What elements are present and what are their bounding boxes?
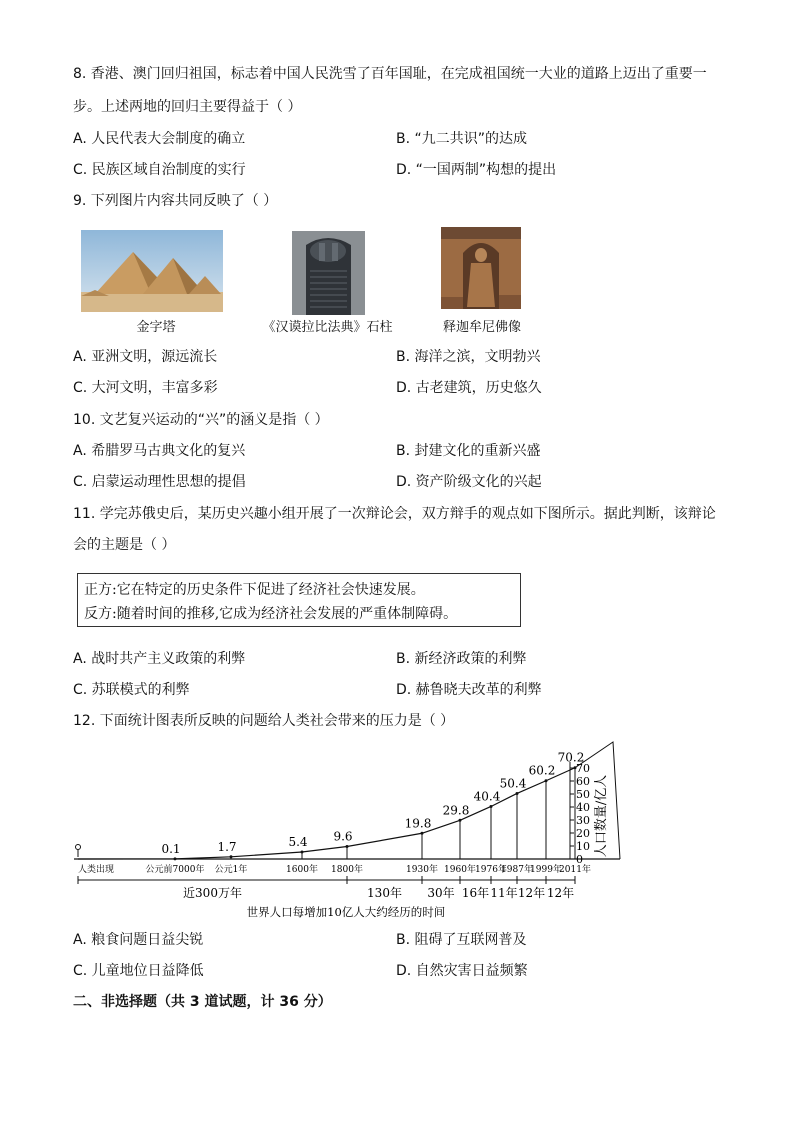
q8-option-b: B. “九二共识”的达成 — [396, 131, 528, 147]
population-chart — [70, 738, 630, 923]
interval-label: 130年 — [367, 886, 402, 900]
pyramid-image — [81, 230, 223, 312]
debate-pro-statement: 正方:它在特定的历史条件下促进了经济社会快速发展。 — [84, 582, 425, 598]
interval-label: 12年 — [546, 886, 575, 900]
q12-option-d: D. 自然灾害日益频繁 — [396, 963, 528, 979]
data-point — [459, 819, 462, 822]
chart-caption: 世界人口每增加10亿人大约经历的时间 — [246, 905, 446, 919]
x-tick-label: 公元1年 — [214, 865, 248, 875]
caption-pyramid: 金字塔 — [136, 320, 176, 335]
q9-option-c: C. 大河文明，丰富多彩 — [73, 380, 218, 396]
q8-stem-line1: 8. 香港、澳门回归祖国，标志着中国人民洗雪了百年国耻，在完成祖国统一大业的道路上迈出了重要一 — [73, 66, 707, 82]
x-tick-label: 人类出现 — [78, 865, 115, 875]
data-point — [490, 805, 493, 808]
y-tick-label: 30 — [576, 814, 590, 827]
data-point — [421, 832, 424, 835]
hammurabi-stele-image — [292, 231, 365, 315]
q9-option-d: D. 古老建筑，历史悠久 — [396, 380, 542, 396]
debate-con-statement: 反方:随着时间的推移,它成为经济社会发展的严重体制障碍。 — [84, 606, 458, 622]
data-point — [301, 850, 304, 853]
q12-option-c: C. 儿童地位日益降低 — [73, 963, 204, 979]
buddha-statue-image — [441, 227, 521, 309]
x-tick-label: 1987年 — [501, 865, 533, 875]
value-label: 50.4 — [499, 776, 527, 791]
interval-label: 12年 — [517, 886, 546, 900]
value-label: 70.2 — [557, 750, 585, 765]
x-tick-label: 1999年 — [530, 865, 562, 875]
data-point — [230, 855, 233, 858]
interval-label: 30年 — [427, 886, 455, 900]
value-label: 60.2 — [528, 763, 556, 778]
x-tick-label: 1800年 — [331, 865, 363, 875]
debate-quote-box — [77, 573, 521, 627]
y-tick-label: 40 — [576, 801, 590, 814]
q8-option-d: D. “一国两制”构想的提出 — [396, 162, 557, 178]
q11-stem-line1: 11. 学完苏俄史后，某历史兴趣小组开展了一次辩论会，双方辩手的观点如下图所示。据此判断，该辩论 — [73, 506, 716, 522]
q10-stem: 10. 文艺复兴运动的“兴”的涵义是指（ ） — [73, 412, 329, 428]
q12-option-b: B. 阻碍了互联网普及 — [396, 932, 527, 948]
person-icon — [76, 845, 81, 850]
q10-option-a: A. 希腊罗马古典文化的复兴 — [73, 443, 246, 459]
q11-option-a: A. 战时共产主义政策的利弊 — [73, 651, 246, 667]
caption-hammurabi: 《汉谟拉比法典》石柱 — [262, 320, 393, 335]
q11-option-d: D. 赫鲁晓夫改革的利弊 — [396, 682, 542, 698]
q9-stem: 9. 下列图片内容共同反映了（ ） — [73, 193, 278, 209]
section-2-title: 二、非选择题（共 3 道试题，计 36 分） — [73, 994, 332, 1010]
y-tick-label: 10 — [576, 840, 590, 853]
y-tick-label: 0 — [576, 853, 583, 866]
caption-buddha: 释迦牟尼佛像 — [442, 320, 521, 335]
interval-label: 16年 — [461, 886, 490, 900]
data-point — [516, 792, 519, 795]
x-tick-label: 公元前7000年 — [145, 865, 205, 875]
data-point — [545, 779, 548, 782]
value-label: 1.7 — [217, 839, 237, 854]
interval-label: 11年 — [490, 886, 518, 900]
y-axis-label: 人口数量/亿人 — [594, 774, 609, 858]
q11-option-c: C. 苏联模式的利弊 — [73, 682, 190, 698]
value-label: 9.6 — [333, 829, 353, 844]
x-tick-label: 1960年 — [444, 865, 476, 875]
value-label: 19.8 — [404, 816, 432, 831]
q9-option-b: B. 海洋之滨，文明勃兴 — [396, 349, 541, 365]
y-tick-label: 20 — [576, 827, 590, 840]
q12-option-a: A. 粮食问题日益尖锐 — [73, 932, 204, 948]
q12-stem: 12. 下面统计图表所反映的问题给人类社会带来的压力是（ ） — [73, 713, 455, 729]
q8-option-a: A. 人民代表大会制度的确立 — [73, 131, 246, 147]
value-label: 5.4 — [288, 834, 308, 849]
q10-option-b: B. 封建文化的重新兴盛 — [396, 443, 541, 459]
q11-stem-line2: 会的主题是（ ） — [73, 537, 176, 553]
value-label: 0.1 — [161, 841, 181, 856]
q8-stem-line2: 步。上述两地的回归主要得益于（ ） — [73, 99, 302, 115]
q8-option-c: C. 民族区域自治制度的实行 — [73, 162, 246, 178]
y-tick-label: 50 — [576, 788, 590, 801]
y-tick-label: 70 — [576, 762, 590, 775]
q11-option-b: B. 新经济政策的利弊 — [396, 651, 527, 667]
value-label: 29.8 — [442, 803, 470, 818]
q9-option-a: A. 亚洲文明，源远流长 — [73, 349, 218, 365]
x-tick-label: 1976年 — [475, 865, 507, 875]
q10-option-d: D. 资产阶级文化的兴起 — [396, 474, 542, 490]
value-label: 40.4 — [473, 789, 501, 804]
data-point — [346, 845, 349, 848]
x-tick-label: 1930年 — [406, 865, 438, 875]
data-point — [174, 857, 177, 860]
x-tick-label: 1600年 — [286, 865, 318, 875]
x-tick-label: 2011年 — [559, 865, 591, 875]
q10-option-c: C. 启蒙运动理性思想的提倡 — [73, 474, 246, 490]
interval-label: 近300万年 — [183, 886, 242, 900]
y-tick-label: 60 — [576, 775, 590, 788]
